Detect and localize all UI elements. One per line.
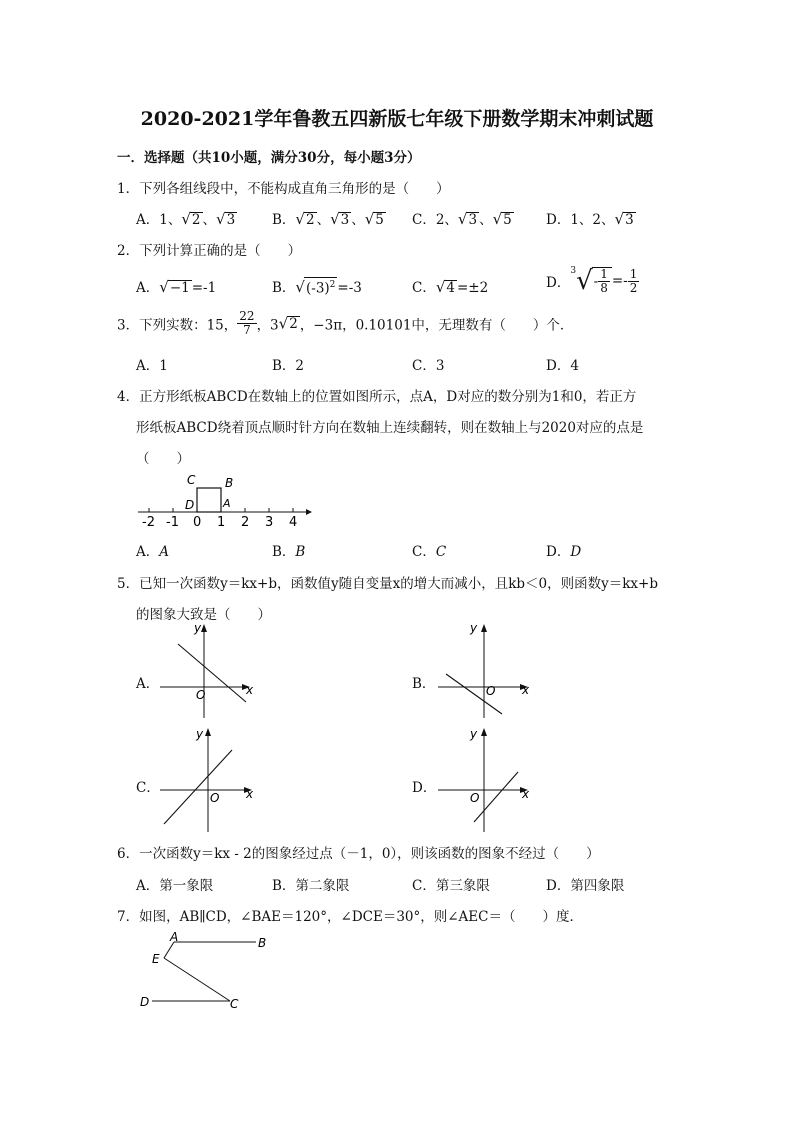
question-5-option-b-label: B． <box>412 676 436 692</box>
page-title: 2020-2021学年鲁教五四新版七年级下册数学期末冲刺试题 <box>140 108 654 130</box>
question-2-option-a: A．√−1 =-1 <box>136 278 217 296</box>
svg-text:O: O <box>210 791 220 805</box>
segment-ec <box>164 958 230 1001</box>
question-1-stem: 1．下列各组线段中，不能构成直角三角形的是（ ） <box>117 181 450 197</box>
svg-text:-1: -1 <box>166 515 179 530</box>
question-6-stem: 6．一次函数y＝kx - 2的图象经过点（－1，0），则该函数的图象不经过（ ） <box>117 846 600 862</box>
question-6-option-b: B．第二象限 <box>272 878 350 894</box>
question-5-option-d-label: D． <box>412 780 437 796</box>
question-5-option-c-label: C． <box>136 780 160 796</box>
graph-option-a <box>158 622 258 720</box>
svg-text:4: 4 <box>289 515 298 530</box>
svg-text:x: x <box>522 787 530 801</box>
svg-text:O: O <box>196 688 206 702</box>
question-2-option-c: C．√4 =±2 <box>412 278 489 296</box>
graph-a-line <box>178 644 246 702</box>
svg-text:y: y <box>194 622 202 635</box>
question-6-option-c: C．第三象限 <box>412 878 490 894</box>
question-4-option-d: D．D <box>546 544 582 560</box>
square-abcd <box>197 488 221 512</box>
svg-text:0: 0 <box>193 515 202 530</box>
point-label-c: C <box>187 473 196 487</box>
graph-d-line <box>474 772 518 822</box>
point-label-b: B <box>225 476 234 490</box>
parallel-lines-figure <box>134 928 274 1010</box>
question-3-option-c: C．3 <box>412 358 445 374</box>
question-3-option-d: D．4 <box>546 358 579 374</box>
question-6-option-a: A．第一象限 <box>136 878 214 894</box>
question-2-stem: 2．下列计算正确的是（ ） <box>117 243 302 259</box>
question-4-line-2: 形纸板ABCD绕着顶点顺时针方向在数轴上连续翻转，则在数轴上与2020对应的点是 <box>136 420 644 436</box>
svg-text:O: O <box>486 684 496 698</box>
svg-text:3: 3 <box>265 515 274 530</box>
graph-option-b <box>434 622 534 720</box>
question-3-option-b: B．2 <box>272 358 305 374</box>
question-4-option-c: C．C <box>412 544 447 560</box>
svg-text:-2: -2 <box>142 515 155 530</box>
svg-text:2: 2 <box>241 515 250 530</box>
section-heading: 一．选择题（共10小题，满分30分，每小题3分） <box>117 150 421 166</box>
svg-text:y: y <box>196 727 204 741</box>
question-1-option-c: C．2、√3 、√5 <box>412 210 512 228</box>
point-label-d: D <box>185 498 195 512</box>
question-3-stem: 3．下列实数：15， $\frac{22}{7}$ ，3√2 ，−3π，0.10101中，无理数有（ ）个． <box>117 309 574 337</box>
question-1-option-a: A．1、√2 、√3 <box>136 210 236 228</box>
svg-text:x: x <box>522 683 530 697</box>
question-4-option-a: A．A <box>136 544 169 560</box>
question-1-option-d: D．1、2、√3 <box>546 210 634 228</box>
point-e-label: E <box>152 952 160 966</box>
point-b-label: B <box>258 936 267 950</box>
question-1-option-b: B．√2 、√3 、√5 <box>272 210 384 228</box>
question-4-option-b: B．B <box>272 544 306 560</box>
svg-text:x: x <box>246 683 254 697</box>
graph-c-line <box>164 750 232 824</box>
question-5-line-1: 5．已知一次函数y＝kx+b，函数值y随自变量x的增大而减小，且kb＜0，则函数y＝kx+b <box>117 576 658 592</box>
question-7-stem: 7．如图，AB∥CD，∠BAE＝120°，∠DCE＝30°，则∠AEC＝（ ）度． <box>117 909 583 925</box>
question-4-line-3: （ ） <box>136 451 190 467</box>
svg-text:O: O <box>470 791 480 805</box>
graph-option-d <box>434 726 534 834</box>
question-4-line-1: 4．正方形纸板ABCD在数轴上的位置如图所示，点A，D对应的数分别为1和0，若正方 <box>117 389 637 405</box>
number-line-labels <box>142 515 297 530</box>
number-line-arrow <box>306 509 312 515</box>
segment-ae <box>164 942 174 958</box>
question-2-option-d: D．$^3$√- $\frac{1}{8}$ =- $\frac{1}{2}$ <box>546 266 638 296</box>
question-3-option-a: A．1 <box>136 358 168 374</box>
question-6-option-d: D．第四象限 <box>546 878 625 894</box>
number-line-figure <box>134 470 314 530</box>
svg-text:y: y <box>470 622 478 635</box>
point-c-label: C <box>230 997 239 1010</box>
question-2-option-b: B．$√(-3)^2 =-3$ <box>272 278 362 296</box>
question-5-option-a-label: A． <box>136 676 160 692</box>
svg-text:1: 1 <box>217 515 226 530</box>
point-d-label: D <box>140 995 150 1009</box>
graph-option-c <box>158 726 258 834</box>
point-label-a: A <box>223 497 231 510</box>
svg-text:y: y <box>470 727 478 741</box>
svg-text:x: x <box>246 787 254 801</box>
point-a-label: A <box>170 930 179 944</box>
question-5-line-2: 的图象大致是（ ） <box>136 607 271 623</box>
